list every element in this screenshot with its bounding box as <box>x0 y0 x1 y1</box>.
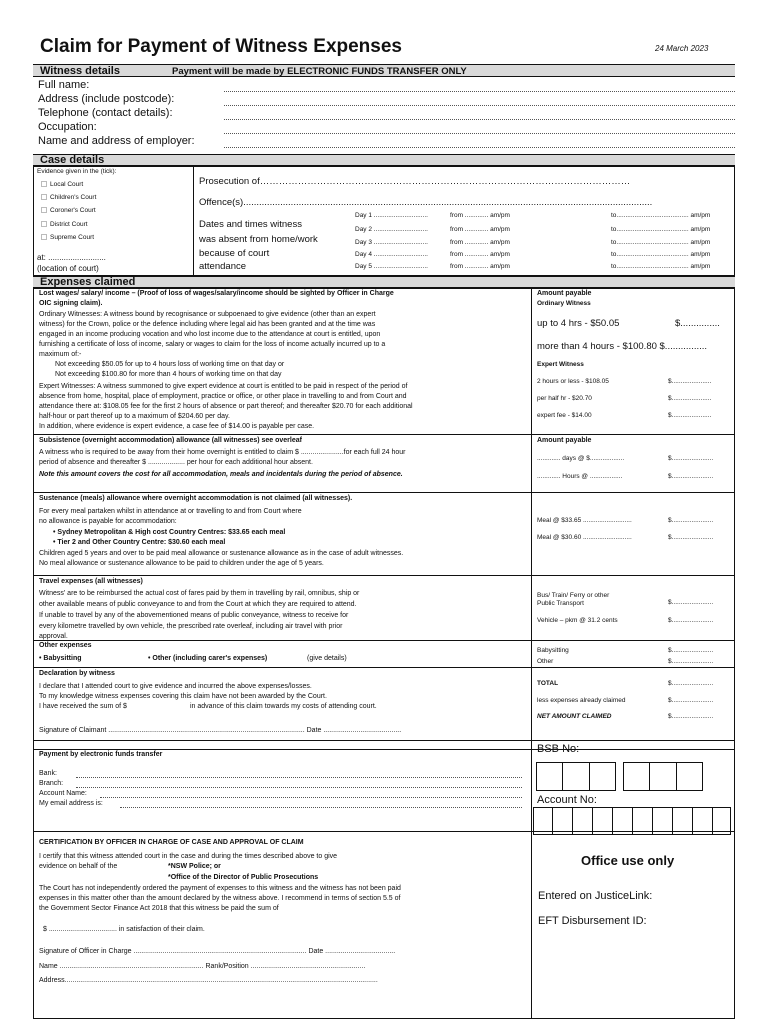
travel-text: other available means of public conveyance to and from the Court at which they are required to attend. <box>39 601 357 608</box>
cert-text: I certify that this witness attended court in the case and during the times described above to give <box>39 853 338 860</box>
to-field[interactable]: to........................................ am/pm <box>611 263 711 270</box>
bsb-cell-divider <box>676 762 677 791</box>
amount-payable-heading: Amount payable <box>537 290 592 297</box>
total-label: TOTAL <box>537 680 559 687</box>
sustenance-text: no allowance is payable for accommodation: <box>39 518 177 525</box>
hours-amount[interactable]: $....................... <box>668 473 714 480</box>
day-field[interactable]: Day 4 .............................. <box>355 251 428 258</box>
prosecution-field[interactable]: Prosecution of……………………………………………………………………………………………………… <box>199 176 631 187</box>
form-date: 24 March 2023 <box>655 44 709 53</box>
vehicle-amount[interactable]: $....................... <box>668 617 714 624</box>
expert-text: absence from home, hospital, place of employment, practice or office, or other place in travelling to and from Court and <box>39 393 407 400</box>
from-field[interactable]: from ............. am/pm <box>450 212 510 219</box>
sustenance-text: No meal allowance or sustenance allowance to be paid to children under the age of 5 years. <box>39 560 324 567</box>
branch-field[interactable] <box>76 787 522 788</box>
acct-cell-divider <box>712 807 713 835</box>
day-field[interactable]: Day 5 .............................. <box>355 263 428 270</box>
acct-cell-divider <box>572 807 573 835</box>
per-half-hr-label: per half hr - $20.70 <box>537 395 592 402</box>
acct-cell-divider <box>612 807 613 835</box>
hours-field[interactable]: ............. Hours @ .................. <box>537 473 623 480</box>
sustenance-text: For every meal partaken whilst in attendance at or travelling to and from Court where <box>39 508 302 515</box>
from-field[interactable]: from ............. am/pm <box>450 251 510 258</box>
to-field[interactable]: to........................................ am/pm <box>611 226 711 233</box>
address-field[interactable] <box>224 105 735 106</box>
expenses-heading: Expenses claimed <box>40 276 136 288</box>
expert-text: half-hour or part thereof up to a maximum of $204.60 per day. <box>39 413 230 420</box>
meal-30-field[interactable]: Meal @ $30.60 ........................... <box>537 534 632 541</box>
expert-text: Expert Witnesses: A witness summoned to give expert evidence at court is entitled to be paid in respect of the period of <box>39 383 408 390</box>
subsistence-note: Note this amount covers the cost for all accommodation, meals and incidentals during the period of absence. <box>39 471 403 478</box>
checkbox-icon <box>41 194 47 200</box>
other-amount[interactable]: $....................... <box>668 658 714 665</box>
court-district-checkbox[interactable] <box>41 221 88 228</box>
from-field[interactable]: from ............. am/pm <box>450 226 510 233</box>
expert-text: attendance there at: $108.05 fee for the first 2 hours of absence or part thereof; and thereafter $20.70 for each additional <box>39 403 413 410</box>
other-item: • Other (including carer's expenses) <box>148 655 268 662</box>
checkbox-icon <box>41 207 47 213</box>
bsb-label: BSB No: <box>537 743 580 755</box>
lost-wages-title: Lost wages/ salary/ income – (Proof of loss of wages/salary/income should be sighted by Officer in Charge <box>39 290 394 297</box>
checkbox-icon <box>41 181 47 187</box>
court-local-checkbox[interactable] <box>41 181 83 188</box>
office-use-heading: Office use only <box>581 853 675 868</box>
odpp-option[interactable]: *Office of the Director of Public Prosecutions <box>168 874 319 881</box>
bsb-cell-divider <box>649 762 650 791</box>
expert-fee-label: expert fee - $14.00 <box>537 412 592 419</box>
acct-cell-divider <box>632 807 633 835</box>
public-transport-amount[interactable]: $....................... <box>668 599 714 606</box>
cert-amount-field[interactable]: $ ................................... in satisfaction of their claim. <box>43 926 205 933</box>
occupation-field[interactable] <box>224 133 735 134</box>
less-claimed-label: less expenses already claimed <box>537 697 626 704</box>
travel-text: every kilometre travelled by own vehicle, the prescribed rate overleaf, including air travel with prior <box>39 623 343 630</box>
evidence-label: Evidence given in the (tick): <box>37 168 117 175</box>
meal-33-field[interactable]: Meal @ $33.65 ........................... <box>537 517 632 524</box>
branch-label: Branch: <box>39 780 64 787</box>
court-supreme-checkbox[interactable] <box>41 234 94 241</box>
other-label: Other <box>537 658 554 665</box>
nsw-police-option[interactable]: *NSW Police; or <box>168 863 221 870</box>
subsistence-text: period of absence and thereafter $ ................... per hour for each additional hour absent. <box>39 459 313 466</box>
dates-label-1: Dates and times witness <box>199 219 302 230</box>
meal-33-amount[interactable]: $....................... <box>668 517 714 524</box>
two-hours-label: 2 hours or less - $108.05 <box>537 378 609 385</box>
sustenance-text: Children aged 5 years and over to be paid meal allowance or sustenance allowance as in the case of adult witnesses. <box>39 550 404 557</box>
ordinary-text: maximum of:- <box>39 351 82 358</box>
acct-cell-divider <box>672 807 673 835</box>
public-transport-label: Bus/ Train/ Ferry or other <box>537 592 610 599</box>
employer-label: Name and address of employer: <box>38 135 195 147</box>
from-field[interactable]: from ............. am/pm <box>450 239 510 246</box>
court-label: Children's Court <box>50 194 97 201</box>
less-claimed-amount[interactable]: $....................... <box>668 697 714 704</box>
per-half-hr-amount[interactable]: $...................... <box>668 395 712 402</box>
bsb-input-1[interactable] <box>536 762 616 791</box>
row-divider <box>33 640 735 641</box>
witness-details-heading: Witness details <box>40 65 120 77</box>
employer-field[interactable] <box>224 147 735 148</box>
net-amount-field[interactable]: $....................... <box>668 713 714 720</box>
checkbox-icon <box>41 221 47 227</box>
travel-text: Witness' are to be reimbursed the actual cost of fares paid by them in travelling by rail, omnibus, ship or <box>39 590 360 597</box>
account-name-label: Account Name: <box>39 790 87 797</box>
amount-payable-heading: Amount payable <box>537 437 592 444</box>
vehicle-label: Vehicle – pkm @ 31.2 cents <box>537 617 618 624</box>
case-details-bar <box>33 154 735 166</box>
declaration-text: I have received the sum of $ <box>39 703 127 710</box>
bank-field[interactable] <box>76 777 522 778</box>
email-label: My email address is: <box>39 800 103 807</box>
day-field[interactable]: Day 1 .............................. <box>355 212 428 219</box>
expert-fee-amount[interactable]: $...................... <box>668 412 712 419</box>
net-amount-label: NET AMOUNT CLAIMED <box>537 713 612 720</box>
to-field[interactable]: to........................................ am/pm <box>611 212 711 219</box>
public-transport-label-2: Public Transport <box>537 600 584 607</box>
bsb-input-2[interactable] <box>623 762 703 791</box>
payment-note: Payment will be made by ELECTRONIC FUNDS TRANSFER ONLY <box>172 66 467 77</box>
officer-address-field[interactable]: Address................................................................................................................................................................. <box>39 977 378 984</box>
court-label: Supreme Court <box>50 234 95 241</box>
day-field[interactable]: Day 2 .............................. <box>355 226 428 233</box>
telephone-label: Telephone (contact details): <box>38 107 173 119</box>
days-amount[interactable]: $....................... <box>668 455 714 462</box>
row-divider <box>33 492 735 493</box>
travel-title: Travel expenses (all witnesses) <box>39 578 143 585</box>
declaration-text: I declare that I attended court to give evidence and incurred the above expenses/losses. <box>39 683 312 690</box>
acct-cell-divider <box>552 807 553 835</box>
occupation-label: Occupation: <box>38 121 97 133</box>
address-label: Address (include postcode): <box>38 93 175 105</box>
row-divider <box>33 667 735 668</box>
email-field[interactable] <box>120 807 522 808</box>
expert-witness-label: Expert Witness <box>537 361 584 368</box>
court-coroners-checkbox[interactable] <box>41 207 96 214</box>
from-field[interactable]: from ............. am/pm <box>450 263 510 270</box>
checkbox-icon <box>41 234 47 240</box>
declaration-text: To my knowledge witness expenses covering this claim have not been awarded by the Court. <box>39 693 327 700</box>
court-label: Coroner's Court <box>50 207 96 214</box>
court-location-label: (location of court) <box>37 264 99 273</box>
more-than-4-hrs-amount[interactable]: more than 4 hours - $100.80 $................ <box>537 341 708 352</box>
subsistence-text: A witness who is required to be away from their home overnight is entitled to claim $ ......................for each full 24 hour <box>39 449 406 456</box>
day-field[interactable]: Day 3 .............................. <box>355 239 428 246</box>
dates-label-4: attendance <box>199 261 247 272</box>
two-hours-amount[interactable]: $...................... <box>668 378 712 385</box>
full-name-field[interactable] <box>224 91 735 92</box>
declaration-title: Declaration by witness <box>39 670 115 677</box>
cert-text: The Court has not independently ordered the payment of expenses to this witness and the witness has not been paid <box>39 885 401 892</box>
claimant-signature-field[interactable]: Signature of Claimant ..................................................................................................... Date ........................................ <box>39 727 402 734</box>
ordinary-text: Not exceeding $100.80 for more than 4 hours of working time on that day <box>55 371 282 378</box>
acct-cell-divider <box>652 807 653 835</box>
acct-cell-divider <box>592 807 593 835</box>
row-divider <box>33 575 735 576</box>
bank-label: Bank: <box>39 770 57 777</box>
sustenance-rate: • Tier 2 and Other Country Centre: $30.60 each meal <box>53 539 226 546</box>
eft-disbursement-label: EFT Disbursement ID: <box>538 915 647 927</box>
subsistence-title: Subsistence (overnight accommodation) allowance (all witnesses) see overleaf <box>39 437 302 444</box>
offence-field[interactable]: Offence(s)........................................................................................................................................................... <box>199 197 653 208</box>
cert-text: evidence on behalf of the <box>39 863 118 870</box>
eft-title: Payment by electronic funds transfer <box>39 751 163 758</box>
account-name-field[interactable] <box>100 797 522 798</box>
to-field[interactable]: to........................................ am/pm <box>611 239 711 246</box>
row-divider <box>33 434 735 435</box>
court-label: Local Court <box>50 181 84 188</box>
case-details-heading: Case details <box>40 154 105 166</box>
up-to-4-hrs-label: up to 4 hrs - $50.05 <box>537 318 620 329</box>
babysitting-label: Babysitting <box>537 647 569 654</box>
telephone-field[interactable] <box>224 119 735 120</box>
officer-name-field[interactable]: Name .......................................................................... Rank/Position ........................................................... <box>39 963 366 970</box>
lost-wages-title-2: OIC signing claim). <box>39 300 103 307</box>
justicelink-label: Entered on JusticeLink: <box>538 890 653 902</box>
bsb-cell-divider <box>589 762 590 791</box>
dates-label-2: was absent from home/work <box>199 234 318 245</box>
page-title: Claim for Payment of Witness Expenses <box>40 36 402 57</box>
ordinary-witness-label: Ordinary Witness <box>537 300 591 307</box>
meal-30-amount[interactable]: $....................... <box>668 534 714 541</box>
ordinary-text: witness) for the Crown, police or the defence including where legal aid has been granted and at the time was <box>39 321 376 328</box>
acct-cell-divider <box>692 807 693 835</box>
bsb-cell-divider <box>562 762 563 791</box>
ordinary-text: furnishing a certificate of loss of income, salary or wages to claim for the loss of income actually incurred up to a <box>39 341 386 348</box>
days-field[interactable]: ............. days @ $................... <box>537 455 625 462</box>
declaration-text: in advance of this claim towards my costs of attending court. <box>190 703 377 710</box>
court-label: District Court <box>50 221 88 228</box>
ordinary-text: Not exceeding $50.05 for up to 4 hours loss of working time on that day or <box>55 361 285 368</box>
officer-signature-field[interactable]: Signature of Officer in Charge ......................................................................................... Date .................................... <box>39 948 396 955</box>
up-to-4-hrs-amount[interactable]: $............... <box>675 318 720 329</box>
dates-label-3: because of court <box>199 248 270 259</box>
cert-text: expenses in this matter other than the amount declared by the witness above. I recommend in terms of section 5.5 of <box>39 895 401 902</box>
account-no-label: Account No: <box>537 794 597 806</box>
total-amount[interactable]: $....................... <box>668 680 714 687</box>
cert-text: the Government Sector Finance Act 2018 that this witness be paid the sum of <box>39 905 279 912</box>
expert-text: In addition, where evidence is expert evidence, a case fee of $14.00 is payable per case. <box>39 423 315 430</box>
expenses-bar <box>33 276 735 288</box>
ordinary-text: engaged in an income producing vocation and who lost income due to the attendance at court is entitled, upon <box>39 331 381 338</box>
court-location-field[interactable]: at: .......................... <box>37 253 106 262</box>
sustenance-rate: • Sydney Metropolitan & High cost Country Centres: $33.65 each meal <box>53 529 286 536</box>
sustenance-title: Sustenance (meals) allowance where overnight accommodation is not claimed (all witnesses). <box>39 495 353 502</box>
give-details-label: (give details) <box>307 655 347 662</box>
babysitting-item: • Babysitting <box>39 655 82 662</box>
full-name-label: Full name: <box>38 79 90 91</box>
travel-text: approval. <box>39 633 68 640</box>
court-childrens-checkbox[interactable] <box>41 194 96 201</box>
babysitting-amount[interactable]: $....................... <box>668 647 714 654</box>
case-divider <box>193 166 194 276</box>
to-field[interactable]: to........................................ am/pm <box>611 251 711 258</box>
travel-text: If unable to travel by any of the abovementioned means of public conveyance, witness to receive for <box>39 612 349 619</box>
other-expenses-title: Other expenses <box>39 642 92 649</box>
certification-title: CERTIFICATION BY OFFICER IN CHARGE OF CASE AND APPROVAL OF CLAIM <box>39 839 304 846</box>
ordinary-text: Ordinary Witnesses: A witness bound by recognisance or subpoenaed to give evidence (other than an expert <box>39 311 376 318</box>
